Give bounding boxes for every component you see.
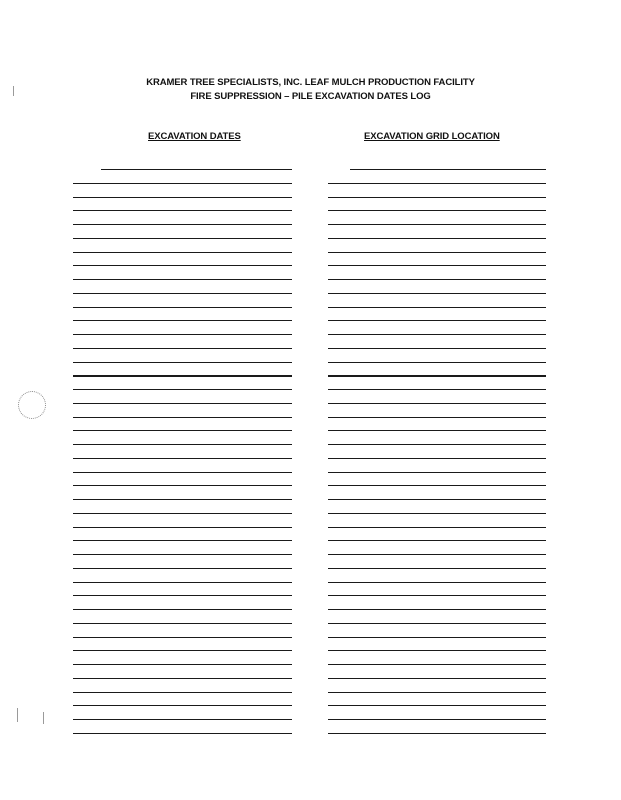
- excavation-date-line[interactable]: [73, 664, 292, 665]
- excavation-grid-location-line[interactable]: [328, 293, 546, 294]
- excavation-date-line[interactable]: [73, 568, 292, 569]
- excavation-grid-location-line[interactable]: [328, 678, 546, 679]
- excavation-grid-location-line[interactable]: [328, 554, 546, 555]
- excavation-date-line[interactable]: [73, 719, 292, 720]
- excavation-date-line[interactable]: [73, 279, 292, 280]
- excavation-grid-location-line[interactable]: [328, 609, 546, 610]
- excavation-grid-location-line[interactable]: [328, 238, 546, 239]
- excavation-date-line[interactable]: [73, 293, 292, 294]
- excavation-date-line[interactable]: [73, 238, 292, 239]
- excavation-date-line[interactable]: [73, 692, 292, 693]
- excavation-grid-location-line[interactable]: [328, 444, 546, 445]
- excavation-grid-location-line[interactable]: [328, 320, 546, 321]
- excavation-grid-location-line[interactable]: [328, 348, 546, 349]
- excavation-date-line[interactable]: [73, 527, 292, 528]
- excavation-grid-location-line[interactable]: [328, 527, 546, 528]
- excavation-grid-location-line[interactable]: [328, 705, 546, 706]
- excavation-date-line[interactable]: [73, 224, 292, 225]
- excavation-grid-location-column: [328, 0, 546, 800]
- excavation-grid-location-line[interactable]: [328, 224, 546, 225]
- excavation-grid-location-line[interactable]: [328, 623, 546, 624]
- excavation-date-line[interactable]: [73, 265, 292, 266]
- excavation-dates-heading: EXCAVATION DATES: [148, 131, 241, 142]
- excavation-date-line[interactable]: [73, 540, 292, 541]
- excavation-grid-location-line[interactable]: [328, 417, 546, 418]
- excavation-grid-location-line[interactable]: [328, 307, 546, 308]
- excavation-date-line[interactable]: [73, 513, 292, 514]
- excavation-date-line[interactable]: [73, 183, 292, 184]
- excavation-grid-location-line[interactable]: [328, 664, 546, 665]
- excavation-grid-location-line[interactable]: [328, 197, 546, 198]
- excavation-date-line[interactable]: [73, 417, 292, 418]
- document-title-line1: KRAMER TREE SPECIALISTS, INC. LEAF MULCH PRODUCTION FACILITY: [146, 77, 475, 88]
- excavation-grid-location-line[interactable]: [328, 403, 546, 404]
- excavation-grid-location-line[interactable]: [328, 252, 546, 253]
- excavation-grid-location-line[interactable]: [328, 375, 546, 377]
- excavation-date-line[interactable]: [73, 375, 292, 377]
- excavation-date-line[interactable]: [73, 458, 292, 459]
- excavation-grid-location-line[interactable]: [328, 362, 546, 363]
- excavation-date-line[interactable]: [73, 472, 292, 473]
- excavation-grid-location-line[interactable]: [328, 389, 546, 390]
- excavation-date-line[interactable]: [73, 362, 292, 363]
- scan-mark: [17, 708, 18, 722]
- excavation-date-line[interactable]: [73, 678, 292, 679]
- excavation-grid-location-line[interactable]: [350, 169, 546, 170]
- excavation-date-line[interactable]: [73, 609, 292, 610]
- excavation-grid-location-line[interactable]: [328, 499, 546, 500]
- excavation-grid-location-line[interactable]: [328, 334, 546, 335]
- excavation-grid-location-line[interactable]: [328, 430, 546, 431]
- excavation-grid-location-line[interactable]: [328, 595, 546, 596]
- excavation-date-line[interactable]: [73, 307, 292, 308]
- excavation-dates-column: [73, 0, 292, 800]
- excavation-grid-location-line[interactable]: [328, 458, 546, 459]
- excavation-grid-location-line[interactable]: [328, 265, 546, 266]
- excavation-grid-location-line[interactable]: [328, 279, 546, 280]
- excavation-grid-location-line[interactable]: [328, 568, 546, 569]
- excavation-date-line[interactable]: [73, 485, 292, 486]
- excavation-date-line[interactable]: [73, 210, 292, 211]
- excavation-date-line[interactable]: [73, 444, 292, 445]
- excavation-grid-location-line[interactable]: [328, 513, 546, 514]
- punch-hole-mark: [18, 391, 46, 419]
- excavation-grid-location-line[interactable]: [328, 582, 546, 583]
- scan-mark: [43, 712, 44, 724]
- excavation-grid-location-line[interactable]: [328, 210, 546, 211]
- excavation-grid-location-line[interactable]: [328, 719, 546, 720]
- excavation-date-line[interactable]: [73, 554, 292, 555]
- excavation-date-line[interactable]: [73, 403, 292, 404]
- excavation-date-line[interactable]: [73, 252, 292, 253]
- excavation-grid-location-line[interactable]: [328, 733, 546, 734]
- excavation-date-line[interactable]: [73, 320, 292, 321]
- excavation-date-line[interactable]: [73, 389, 292, 390]
- excavation-date-line[interactable]: [73, 499, 292, 500]
- excavation-grid-location-line[interactable]: [328, 692, 546, 693]
- excavation-date-line[interactable]: [101, 169, 292, 170]
- excavation-grid-location-line[interactable]: [328, 540, 546, 541]
- excavation-date-line[interactable]: [73, 705, 292, 706]
- excavation-date-line[interactable]: [73, 197, 292, 198]
- excavation-date-line[interactable]: [73, 430, 292, 431]
- excavation-grid-location-line[interactable]: [328, 637, 546, 638]
- document-title-line2: FIRE SUPPRESSION – PILE EXCAVATION DATES LOG: [190, 91, 431, 102]
- excavation-date-line[interactable]: [73, 637, 292, 638]
- excavation-date-line[interactable]: [73, 348, 292, 349]
- excavation-grid-location-heading: EXCAVATION GRID LOCATION: [364, 131, 500, 142]
- scan-mark: [13, 86, 14, 96]
- excavation-grid-location-line[interactable]: [328, 650, 546, 651]
- excavation-grid-location-line[interactable]: [328, 472, 546, 473]
- excavation-date-line[interactable]: [73, 595, 292, 596]
- excavation-date-line[interactable]: [73, 334, 292, 335]
- excavation-date-line[interactable]: [73, 650, 292, 651]
- excavation-date-line[interactable]: [73, 733, 292, 734]
- excavation-date-line[interactable]: [73, 582, 292, 583]
- excavation-grid-location-line[interactable]: [328, 183, 546, 184]
- excavation-date-line[interactable]: [73, 623, 292, 624]
- excavation-grid-location-line[interactable]: [328, 485, 546, 486]
